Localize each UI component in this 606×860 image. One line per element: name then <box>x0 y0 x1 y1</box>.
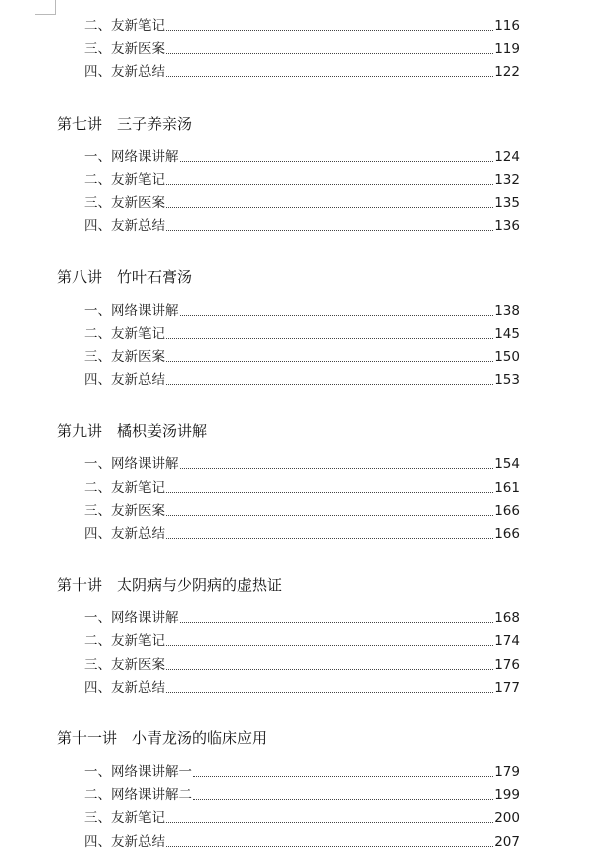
toc-entry[interactable] <box>84 631 520 651</box>
toc-entry-label: 四、友新总结 <box>84 372 165 388</box>
toc-entry-label: 一、网络课讲解 <box>84 149 179 165</box>
toc-entry-label: 三、友新医案 <box>84 657 165 673</box>
toc-entry-label: 一、网络课讲解 <box>84 610 179 626</box>
toc-entry-label: 一、网络课讲解 <box>84 303 179 319</box>
page-corner-mark <box>35 0 56 15</box>
toc-entry-label: 四、友新总结 <box>84 834 165 850</box>
toc-entry-label: 一、网络课讲解一 <box>84 764 192 780</box>
toc-entry-page: 145 <box>494 326 520 342</box>
toc-entry[interactable] <box>84 524 520 544</box>
dot-leader <box>166 206 493 208</box>
toc-entry-page: 166 <box>494 526 520 542</box>
toc-entry-page: 166 <box>494 503 520 519</box>
toc-entry-label: 四、友新总结 <box>84 526 165 542</box>
toc-entry[interactable] <box>84 147 520 167</box>
toc-entry-page: 179 <box>494 764 520 780</box>
toc-entry[interactable] <box>84 193 520 213</box>
toc-entry[interactable] <box>84 324 520 344</box>
toc-entry-label: 二、网络课讲解二 <box>84 787 192 803</box>
toc-entry[interactable] <box>84 16 520 36</box>
chapter-heading[interactable]: 第九讲 橘枳姜汤讲解 <box>57 422 208 440</box>
toc-entry-label: 三、友新医案 <box>84 503 165 519</box>
dot-leader <box>166 229 493 231</box>
dot-leader <box>166 537 493 539</box>
toc-entry-label: 二、友新笔记 <box>84 326 165 342</box>
toc-entry-label: 三、友新医案 <box>84 41 165 57</box>
dot-leader <box>166 668 493 670</box>
toc-entry-page: 207 <box>494 834 520 850</box>
toc-entry-page: 200 <box>494 810 520 826</box>
toc-entry-label: 三、友新医案 <box>84 195 165 211</box>
dot-leader <box>180 160 494 162</box>
dot-leader <box>166 337 493 339</box>
dot-leader <box>166 29 493 31</box>
toc-entry-page: 122 <box>494 64 520 80</box>
toc-entry[interactable] <box>84 370 520 390</box>
toc-entry[interactable] <box>84 301 520 321</box>
dot-leader <box>166 383 493 385</box>
toc-entry-label: 四、友新总结 <box>84 680 165 696</box>
toc-entry[interactable] <box>84 678 520 698</box>
toc-entry-label: 二、友新笔记 <box>84 18 165 34</box>
toc-entry-label: 四、友新总结 <box>84 64 165 80</box>
dot-leader <box>193 798 493 800</box>
toc-entry-page: 154 <box>494 456 520 472</box>
toc-entry-page: 177 <box>494 680 520 696</box>
dot-leader <box>180 314 494 316</box>
toc-entry[interactable] <box>84 347 520 367</box>
toc-entry[interactable] <box>84 501 520 521</box>
toc-entry-label: 三、友新医案 <box>84 349 165 365</box>
toc-entry[interactable] <box>84 762 520 782</box>
dot-leader <box>166 183 493 185</box>
toc-entry[interactable] <box>84 170 520 190</box>
dot-leader <box>166 52 493 54</box>
toc-entry[interactable] <box>84 478 520 498</box>
toc-entry-page: 199 <box>494 787 520 803</box>
toc-entry[interactable] <box>84 832 520 852</box>
toc-entry-label: 三、友新笔记 <box>84 810 165 826</box>
toc-entry-page: 135 <box>494 195 520 211</box>
toc-entry-page: 174 <box>494 633 520 649</box>
toc-entry[interactable] <box>84 454 520 474</box>
toc-entry-page: 119 <box>494 41 520 57</box>
toc-entry-label: 一、网络课讲解 <box>84 456 179 472</box>
toc-entry-page: 138 <box>494 303 520 319</box>
chapter-heading[interactable]: 第十一讲 小青龙汤的临床应用 <box>57 729 268 747</box>
chapter-heading[interactable]: 第十讲 太阴病与少阴病的虚热证 <box>57 576 283 594</box>
dot-leader <box>180 621 494 623</box>
toc-entry-label: 二、友新笔记 <box>84 633 165 649</box>
dot-leader <box>166 75 493 77</box>
toc-entry-label: 二、友新笔记 <box>84 480 165 496</box>
toc-entry-page: 176 <box>494 657 520 673</box>
dot-leader <box>193 775 493 777</box>
dot-leader <box>180 467 494 469</box>
toc-entry[interactable] <box>84 62 520 82</box>
toc-entry[interactable] <box>84 39 520 59</box>
dot-leader <box>166 845 493 847</box>
dot-leader <box>166 644 493 646</box>
toc-entry-page: 161 <box>494 480 520 496</box>
chapter-heading[interactable]: 第八讲 竹叶石膏汤 <box>57 268 193 286</box>
chapter-heading[interactable]: 第七讲 三子养亲汤 <box>57 115 193 133</box>
dot-leader <box>166 691 493 693</box>
toc-entry-page: 132 <box>494 172 520 188</box>
toc-entry-page: 153 <box>494 372 520 388</box>
toc-entry-page: 124 <box>494 149 520 165</box>
toc-entry-page: 136 <box>494 218 520 234</box>
toc-entry[interactable] <box>84 808 520 828</box>
dot-leader <box>166 491 493 493</box>
toc-entry[interactable] <box>84 216 520 236</box>
toc-entry-page: 168 <box>494 610 520 626</box>
toc-entry-label: 二、友新笔记 <box>84 172 165 188</box>
toc-entry[interactable] <box>84 655 520 675</box>
toc-entry-page: 150 <box>494 349 520 365</box>
toc-entry-page: 116 <box>494 18 520 34</box>
toc-entry[interactable] <box>84 785 520 805</box>
dot-leader <box>166 514 493 516</box>
toc-entry-label: 四、友新总结 <box>84 218 165 234</box>
dot-leader <box>166 821 493 823</box>
dot-leader <box>166 360 493 362</box>
toc-entry[interactable] <box>84 608 520 628</box>
